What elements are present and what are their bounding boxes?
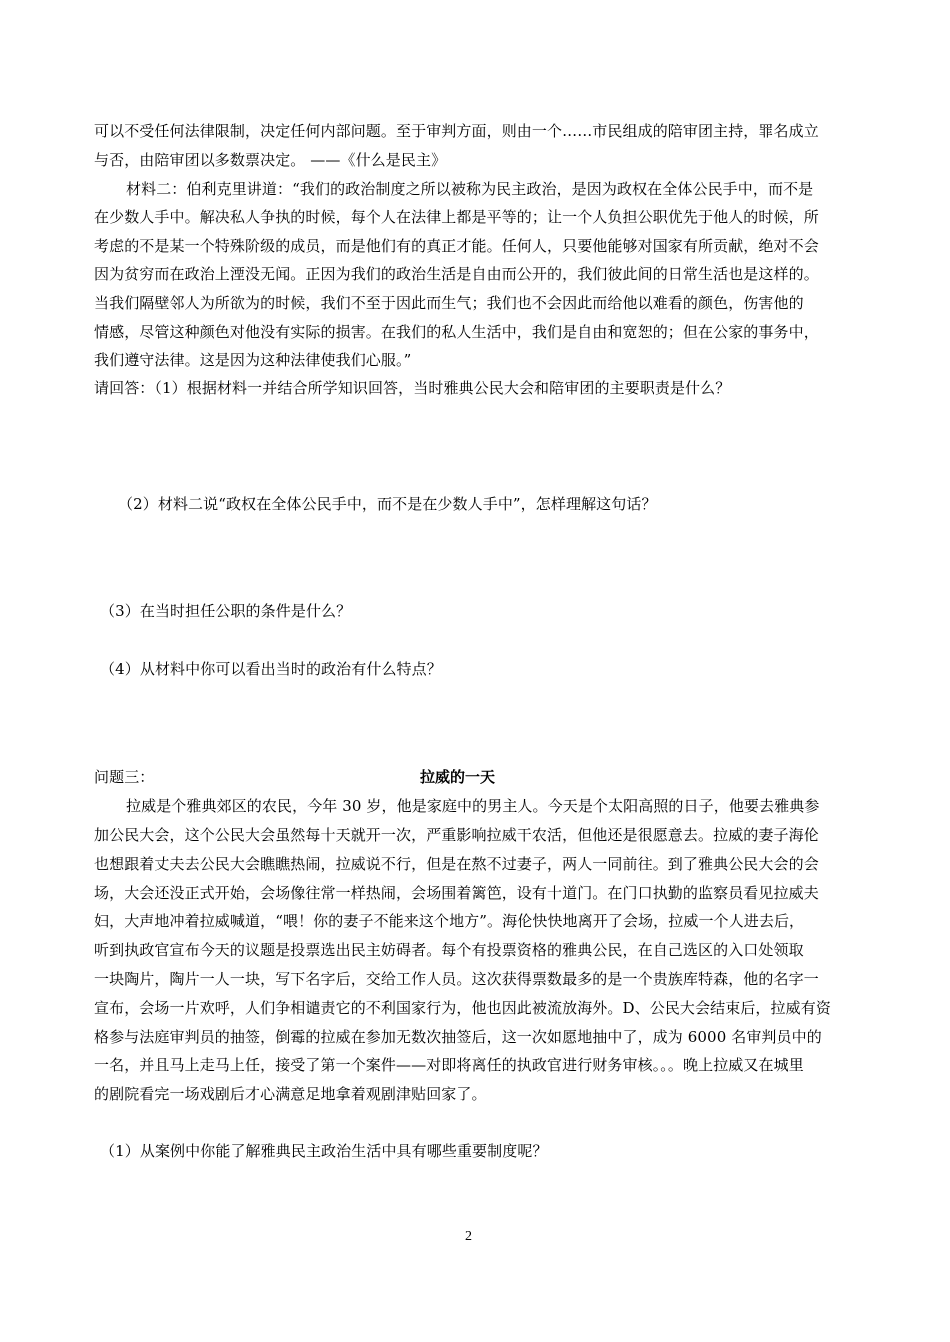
material2-line-2: 在少数人手中。解决私人争执的时候，每个人在法律上都是平等的；让一个人负担公职优先于他人的时候，所 <box>94 208 819 226</box>
material2-line-1: 材料二：伯利克里讲道：“我们的政治制度之所以被称为民主政治，是因为政权在全体公民手中，而不是 <box>126 180 814 198</box>
problem3-line-8: 宣布，会场一片欢呼，人们争相谴责它的不利国家行为，他也因此被流放海外。D、公民大会结束后，拉威有资 <box>94 999 831 1017</box>
problem3-line-3: 也想跟着丈夫去公民大会瞧瞧热闹，拉威说不行，但是在熬不过妻子，两人一同前往。到了雅典公民大会的会 <box>94 855 819 873</box>
problem3-line-6: 听到执政官宣布今天的议题是投票选出民主妨碍者。每个有投票资格的雅典公民，在自己选区的入口处领取 <box>94 941 804 959</box>
question-3: （3）在当时担任公职的条件是什么？ <box>100 602 352 620</box>
page-number: 2 <box>465 1229 472 1244</box>
material2-line-6: 情感，尽管这种颜色对他没有实际的损害。在我们的私人生活中，我们是自由和宽恕的；但在公家的事务中， <box>94 323 819 341</box>
problem3-line-9: 格参与法庭审判员的抽签，倒霉的拉威在参加无数次抽签后，这一次如愿地抽中了，成为 6000 名审判员中的 <box>94 1028 822 1046</box>
question-1: 请回答：（1）根据材料一并结合所学知识回答，当时雅典公民大会和陪审团的主要职责是什么？ <box>94 379 731 397</box>
material2-line-7: 我们遵守法律。这是因为这种法律使我们心服。” <box>94 351 412 369</box>
material2-line-5: 当我们隔壁邻人为所欲为的时候，我们不至于因此而生气；我们也不会因此而给他以难看的颜色，伤害他的 <box>94 294 804 312</box>
problem3-line-5: 妇，大声地冲着拉威喊道，“喂！你的妻子不能来这个地方”。海伦快快地离开了会场，拉威一个人进去后， <box>94 912 805 930</box>
material1-line-2: 与否，由陪审团以多数票决定。 ——《什么是民主》 <box>94 151 447 169</box>
problem3-line-10: 一名，并且马上走马上任，接受了第一个案件——对即将离任的执政官进行财务审核。。。晚上拉威又在城里 <box>94 1056 804 1074</box>
material2-line-3: 考虑的不是某一个特殊阶级的成员，而是他们有的真正才能。任何人，只要他能够对国家有所贡献，绝对不会 <box>94 237 819 255</box>
problem3-line-11: 的剧院看完一场戏剧后才心满意足地拿着观剧津贴回家了。 <box>94 1085 487 1103</box>
material1-line-1: 可以不受任何法律限制，决定任何内部问题。至于审判方面，则由一个……市民组成的陪审团主持，罪名成立 <box>94 122 819 140</box>
problem3-label: 问题三： <box>94 768 155 786</box>
problem3-line-1: 拉威是个雅典郊区的农民，今年 30 岁，他是家庭中的男主人。今天是个太阳高照的日子，他要去雅典参 <box>126 797 820 815</box>
question-4: （4）从材料中你可以看出当时的政治有什么特点？ <box>100 660 442 678</box>
question-2: （2）材料二说“政权在全体公民手中，而不是在少数人手中”，怎样理解这句话？ <box>118 495 657 513</box>
problem3-title: 拉威的一天 <box>420 768 496 786</box>
problem3-line-4: 场，大会还没正式开始，会场像往常一样热闹，会场围着篱笆，设有十道门。在门口执勤的监察员看见拉威夫 <box>94 884 819 902</box>
problem3-line-2: 加公民大会，这个公民大会虽然每十天就开一次，严重影响拉威干农活，但他还是很愿意去。拉威的妻子海伦 <box>94 826 819 844</box>
material2-line-4: 因为贫穷而在政治上湮没无闻。正因为我们的政治生活是自由而公开的，我们彼此间的日常生活也是这样的。 <box>94 265 819 283</box>
problem3-line-7: 一块陶片，陶片一人一块，写下名字后，交给工作人员。这次获得票数最多的是一个贵族库特森，他的名字一 <box>94 970 819 988</box>
problem3-question-1: （1）从案例中你能了解雅典民主政治生活中具有哪些重要制度呢？ <box>100 1142 548 1160</box>
